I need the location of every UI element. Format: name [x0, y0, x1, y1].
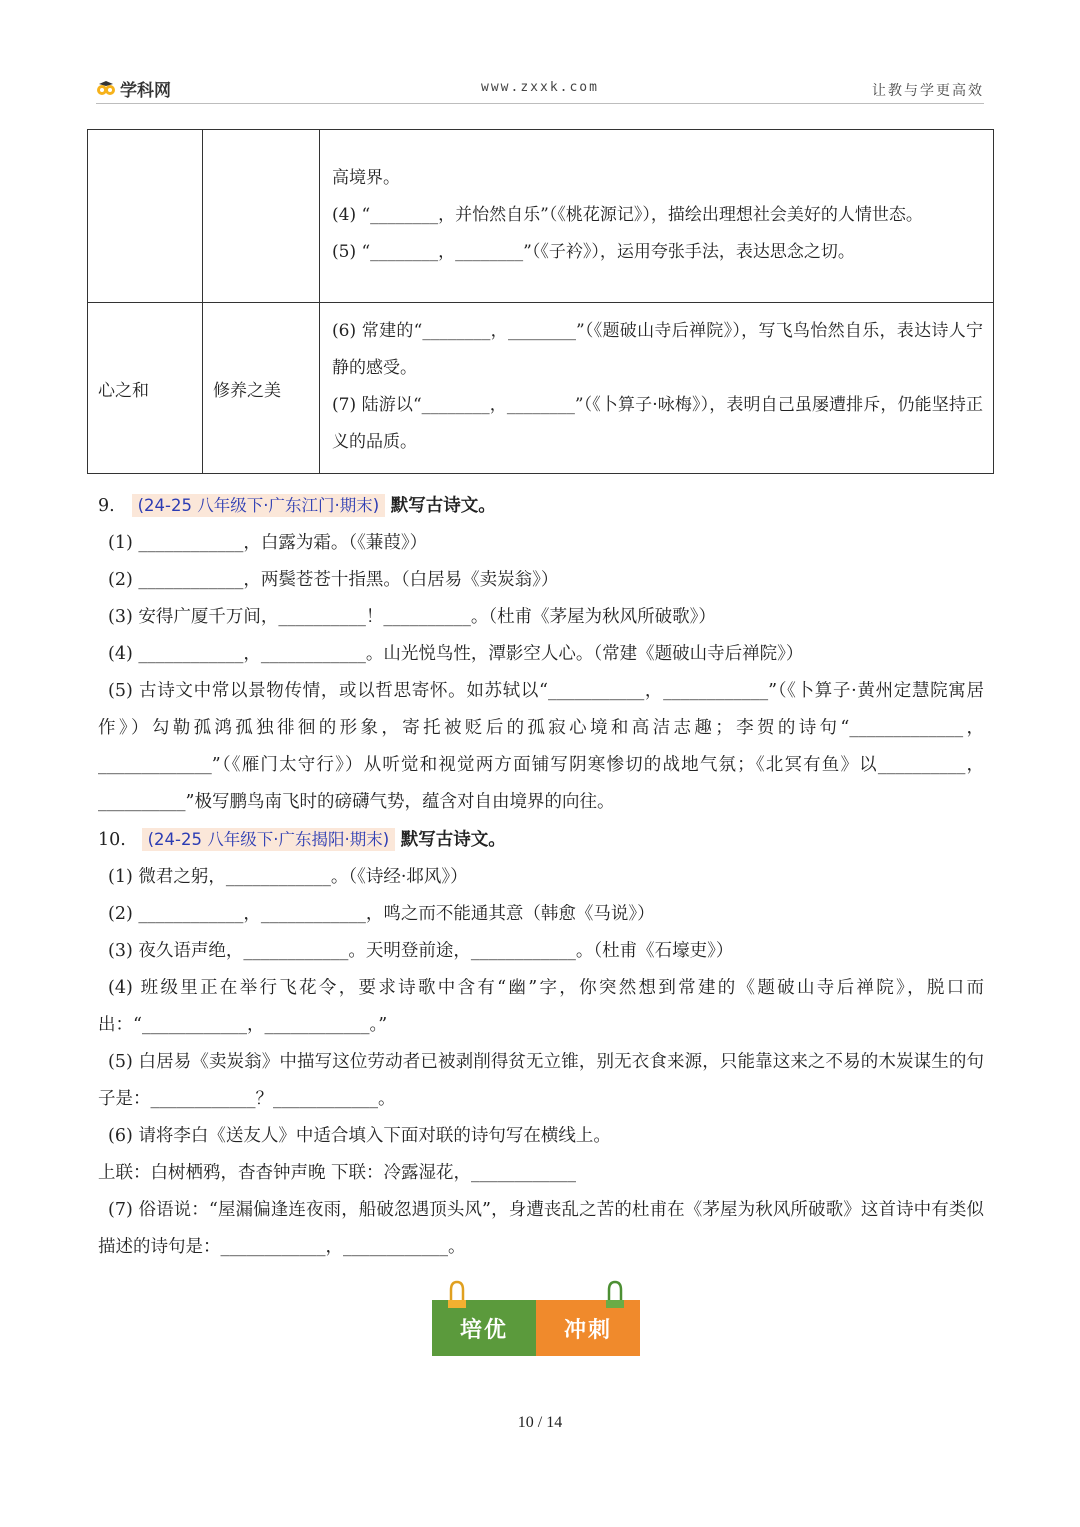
slogan: 让教与学更高效: [872, 83, 984, 99]
question-item: (7) 俗语说：“屋漏偏逢连夜雨，船破忽遇顶头风”，身遭丧乱之苦的杜甫在《茅屋为秋风所破歌》这首诗中有类似描述的诗句是：____________，____________。: [98, 1200, 984, 1257]
page-header: [96, 74, 984, 104]
question-9-heading: [98, 487, 984, 525]
question-10-heading: [98, 821, 984, 859]
table-cell-category: [88, 130, 203, 303]
banner-right-label: 冲刺: [536, 1300, 640, 1356]
question-item: (4) ____________，____________。山光悦鸟性，潭影空人心。（常建《题破山寺后禅院》）: [108, 644, 804, 664]
question-number: 9.: [98, 496, 115, 516]
question-item: 上联：白树栖鸦，杳杳钟声晚 下联：冷露湿花，____________: [98, 1163, 577, 1183]
source-tag: (24-25 八年级下·广东江门·期末): [132, 494, 386, 517]
questions: [98, 487, 984, 1266]
question-title: 默写古诗文。: [390, 496, 496, 516]
question-item: (4) 班级里正在举行飞花令，要求诗歌中含有“幽”字，你突然想到常建的《题破山寺后禅院》，脱口而出：“____________，____________。”: [98, 978, 984, 1035]
question-item: (3) 夜久语声绝，____________。天明登前途，____________。（杜甫《石壕吏》）: [108, 941, 734, 961]
table-row: [88, 130, 994, 303]
question-item: (5) 白居易《卖炭翁》中描写这位劳动者已被剥削得贫无立锥，别无衣食来源，只能靠这来之不易的木炭谋生的句子是：____________？____________。: [98, 1052, 984, 1109]
table-line: 高境界。: [332, 167, 400, 188]
table-cell-theme: [203, 130, 320, 303]
header-divider: [96, 103, 984, 104]
logo-text: 学科网: [120, 81, 171, 101]
table-cell-category: 心之和: [88, 303, 203, 474]
table-cell-theme: 修养之美: [203, 303, 320, 474]
binder-clip-icon: [446, 1278, 468, 1310]
site-url: www.zxxk.com: [481, 80, 599, 95]
table-line: (5) “________，________”（《子衿》），运用夸张手法，表达思念之切。: [332, 241, 855, 262]
question-item: (1) ____________，白露为霜。（《蒹葭》）: [108, 533, 428, 553]
question-item: (1) 微君之躬，____________。（《诗经·邶风》）: [108, 867, 468, 887]
table-line: (4) “________，并怡然自乐”（《桃花源记》），描绘出理想社会美好的人情世态。: [332, 204, 923, 225]
table-line: (6) 常建的“________，________”（《题破山寺后禅院》），写飞鸟怡然自乐，表达诗人宁静的感受。: [332, 321, 983, 378]
table-cell-items: [320, 303, 994, 474]
question-item: (2) ____________，____________，鸣之而不能通其意（韩愈《马说》）: [108, 904, 655, 924]
table-line: (7) 陆游以“________，________”（《卜算子·咏梅》），表明自己虽屡遭排斥，仍能坚持正义的品质。: [332, 395, 983, 452]
question-item: (2) ____________，两鬓苍苍十指黑。（白居易《卖炭翁》）: [108, 570, 559, 590]
banner-left-label: 培优: [432, 1300, 536, 1356]
question-item: (3) 安得广厦千万间，__________！__________。（杜甫《茅屋为秋风所破歌》）: [108, 607, 716, 627]
page-number: 10 / 14: [517, 1414, 563, 1431]
table-cell-items: [320, 130, 994, 303]
question-item: (5) 古诗文中常以景物传情，或以哲思寄怀。如苏轼以“___________，____________”（《卜算子·黄州定慧院寓居作》）勾勒孤鸿孤独徘徊的形象，寄托被贬后的孤寂心境和高洁志趣；李贺的诗句“_____________，_____________”（《雁门太守行》）从听觉和视觉两方面铺写阴寒惨切的战地气氛；《北冥有鱼》以__________，__________”极写鹏鸟南飞时的磅礴气势，蕴含对自由境界的向往。: [98, 681, 984, 812]
section-banner: [432, 1300, 640, 1356]
source-tag: (24-25 八年级下·广东揭阳·期末): [142, 828, 396, 851]
binder-clip-icon: [604, 1278, 626, 1310]
question-title: 默写古诗文。: [400, 830, 506, 850]
question-number: 10.: [98, 830, 126, 850]
question-item: (6) 请将李白《送友人》中适合填入下面对联的诗句写在横线上。: [108, 1126, 611, 1146]
poem-table: [87, 129, 994, 474]
table-row: [88, 303, 994, 474]
